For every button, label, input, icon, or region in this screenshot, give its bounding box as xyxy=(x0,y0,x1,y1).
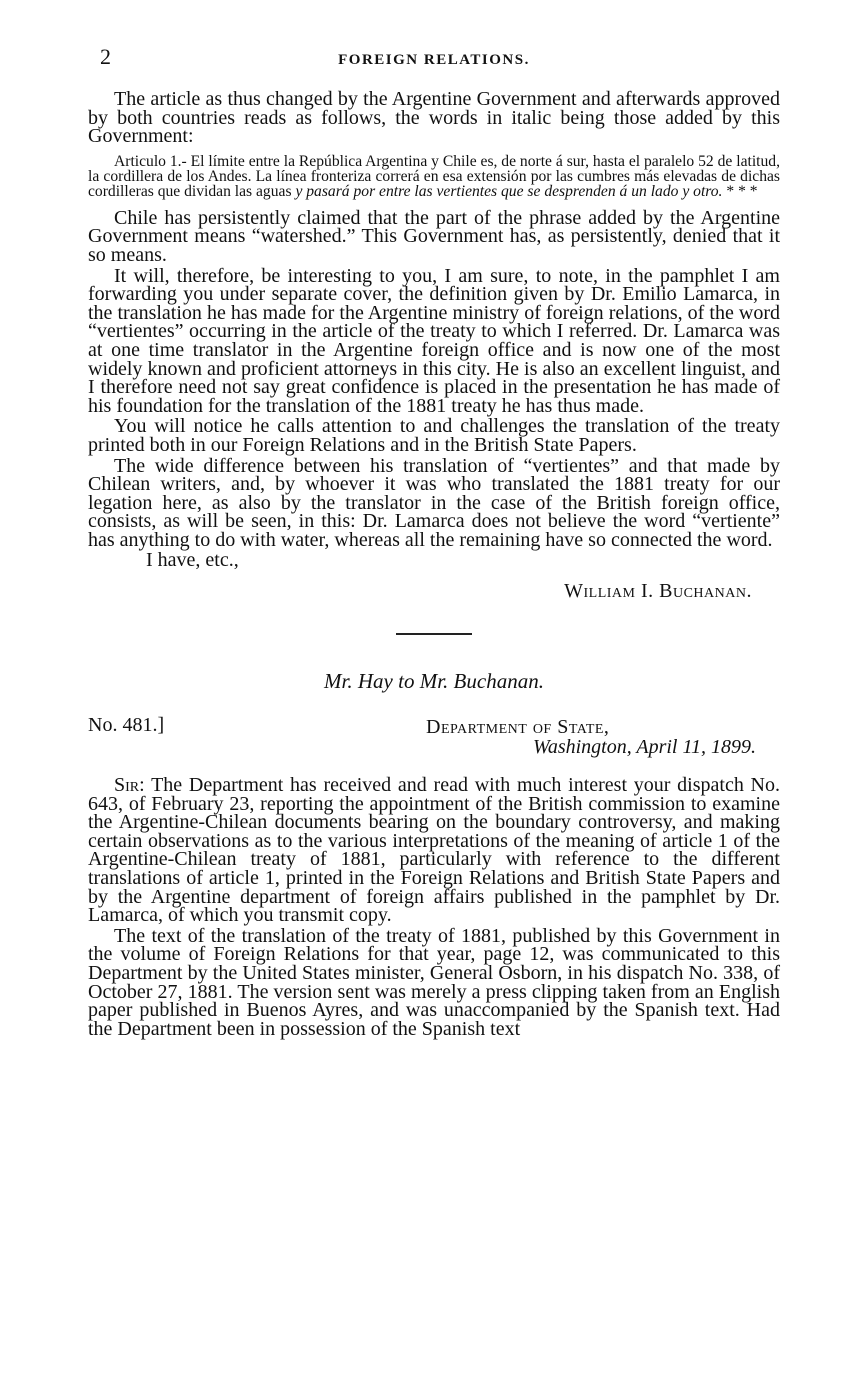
running-head: FOREIGN RELATIONS. xyxy=(338,52,530,68)
letter-title: Mr. Hay to Mr. Buchanan. xyxy=(324,669,544,694)
treaty-quote xyxy=(88,154,780,199)
paragraph-translation: The text of the translation of the treaty of 1881, published by this Government in the volume of Foreign Relations for that year, page 12, was communicated to this Department by the United States minister, General Osborn, in his dispatch No. 338, of October 27, 1881. The version sent was merely a press clipping taken from an English paper published in Buenos Ayres, and was unaccompanied by the Spanish text. Had the Department been in possession of the Spanish text xyxy=(88,924,780,1040)
dateline xyxy=(88,714,780,776)
paragraph-notice: You will notice he calls attention to and challenges the translation of the treaty printed both in our Foreign Relations and in the British State Papers. xyxy=(88,415,780,456)
page-number: 2 xyxy=(100,44,111,69)
paragraph-difference: The wide difference between his translation of “vertientes” and that made by Chilean writers, and, by whoever it was who translated the 1881 treaty for our legation here, as also by the translator in the case of the British foreign office, consists, as will be seen, in this: Dr. Lamarca does not believe the word “vertiente” has anything to do with water, whereas all the remaining have so connected the word. xyxy=(88,454,780,551)
signature: William I. Buchanan. xyxy=(564,580,752,603)
section-divider xyxy=(396,633,472,635)
page-header xyxy=(88,40,780,70)
document-number: No. 481.] xyxy=(88,714,165,737)
department-name: Department of State, xyxy=(426,716,610,739)
quote-text: Articulo 1.- El límite entre la República Argentina y Chile es, de norte á sur, hasta el paralelo 52 de latitud, la cordillera de los Andes. La línea fronteriza correrá en esa extensión por las cumbres más elevadas de dichas cordilleras que dividan las aguas xyxy=(88,152,780,200)
paragraph-sir xyxy=(88,776,780,925)
paragraph-sir-text: The Department has received and read with much interest your dispatch No. 643, of February 23, reporting the appointment of the British commission to examine the Argentine-Chilean documents bearing on the boundary controversy, and making certain observations as to the various interpretations of the meaning of article 1 of the Argentine-Chilean treaty of 1881, particularly with reference to the different translations of article 1, printed in the Foreign Relations and British State Papers and by the Argentine department of foreign affairs published in the pamphlet by Dr. Lamarca, of which you transmit copy. xyxy=(88,774,780,927)
quote-ellipsis: * * * xyxy=(726,182,758,200)
salutation: Sir: xyxy=(114,774,145,797)
paragraph-intro: The article as thus changed by the Argentine Government and afterwards approved by both countries reads as follows, the words in italic being those added by this Government: xyxy=(88,88,780,148)
paragraph-lamarca: It will, therefore, be interesting to you, I am sure, to note, in the pamphlet I am forwarding you under separate cover, the definition given by Dr. Emilio Lamarca, in the translation he has made for the Argentine ministry of foreign relations, of the word “vertientes” occurring in the article of the treaty to which I referred. Dr. Lamarca was at one time translator in the Argentine foreign office and is now one of the most widely known and proficient attorneys in this city. He is also an excellent linguist, and I therefore need not say great confidence is placed in the presentation he has made of his foundation for the translation of the 1881 treaty he has thus made. xyxy=(88,264,780,417)
place-date: Washington, April 11, 1899. xyxy=(533,736,756,759)
closing-line: I have, etc., xyxy=(146,549,239,572)
document-page xyxy=(88,40,780,1040)
paragraph-chile-claim: Chile has persistently claimed that the part of the phrase added by the Argentine Government means “watershed.” This Government has, as persistently, denied that it so means. xyxy=(88,206,780,266)
quote-italic-text: y pasará por entre las vertientes que se desprenden á un lado y otro. xyxy=(295,182,723,200)
